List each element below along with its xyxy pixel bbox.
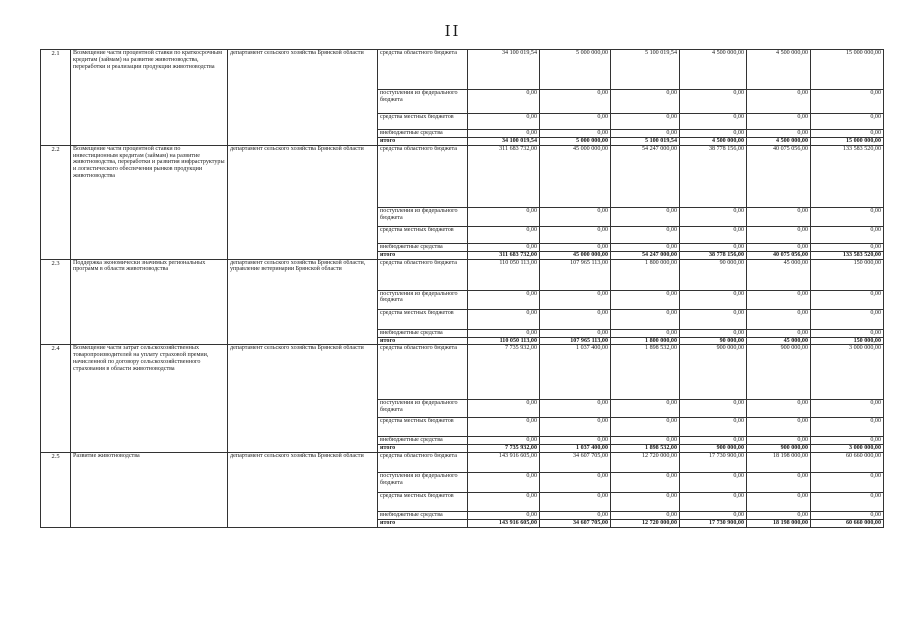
funding-source: поступления из федерального бюджета	[378, 473, 468, 493]
amount-cell: 38 778 156,00	[680, 251, 747, 259]
amount-cell: 0,00	[811, 114, 884, 130]
funding-source: средства местных бюджетов	[378, 418, 468, 437]
measure-name: Возмещение части затрат сельскохозяйственных товаропроизводителей на уплату страховой премии, начисленной по договору сельскохозяйственного страхования в области животноводства	[71, 345, 228, 453]
amount-cell: 34 607 705,00	[540, 520, 611, 528]
amount-cell: 54 247 000,00	[611, 251, 680, 259]
amount-cell: 0,00	[468, 493, 540, 512]
amount-cell: 0,00	[811, 130, 884, 138]
amount-cell: 0,00	[540, 493, 611, 512]
amount-cell: 0,00	[680, 90, 747, 114]
amount-cell: 0,00	[680, 290, 747, 309]
funding-source: итого	[378, 251, 468, 259]
amount-cell: 0,00	[680, 243, 747, 251]
funding-source: поступления из федерального бюджета	[378, 90, 468, 114]
funding-source: внебюджетные средства	[378, 437, 468, 445]
amount-cell: 0,00	[468, 114, 540, 130]
amount-cell: 60 660 000,00	[811, 520, 884, 528]
amount-cell: 0,00	[611, 418, 680, 437]
table-row	[41, 259, 884, 290]
budget-table	[40, 49, 884, 528]
funding-source: средства областного бюджета	[378, 50, 468, 90]
amount-cell: 0,00	[611, 512, 680, 520]
amount-cell: 0,00	[811, 329, 884, 337]
amount-cell: 34 100 019,54	[468, 138, 540, 146]
amount-cell: 0,00	[747, 243, 811, 251]
amount-cell: 107 965 113,00	[540, 337, 611, 345]
amount-cell: 90 000,00	[680, 259, 747, 290]
amount-cell: 0,00	[811, 207, 884, 226]
amount-cell: 0,00	[540, 226, 611, 243]
funding-source: поступления из федерального бюджета	[378, 207, 468, 226]
amount-cell: 0,00	[811, 309, 884, 329]
amount-cell: 143 916 605,00	[468, 453, 540, 473]
amount-cell: 18 198 000,00	[747, 453, 811, 473]
funding-source: итого	[378, 337, 468, 345]
amount-cell: 0,00	[811, 473, 884, 493]
amount-cell: 0,00	[468, 437, 540, 445]
amount-cell: 17 730 900,00	[680, 520, 747, 528]
amount-cell: 0,00	[540, 418, 611, 437]
amount-cell: 0,00	[811, 90, 884, 114]
amount-cell: 38 778 156,00	[680, 145, 747, 207]
amount-cell: 40 075 056,00	[747, 251, 811, 259]
amount-cell: 0,00	[680, 130, 747, 138]
amount-cell: 3 000 000,00	[811, 445, 884, 453]
amount-cell: 0,00	[611, 400, 680, 418]
amount-cell: 0,00	[747, 290, 811, 309]
amount-cell: 0,00	[747, 437, 811, 445]
executor: департамент сельского хозяйства Брянской области, управление ветеринарии Брянской области	[228, 259, 378, 345]
funding-source: внебюджетные средства	[378, 243, 468, 251]
amount-cell: 0,00	[540, 290, 611, 309]
amount-cell: 0,00	[540, 400, 611, 418]
funding-source: средства областного бюджета	[378, 345, 468, 400]
measure-name: Поддержка экономически значимых региональных программ в области животноводства	[71, 259, 228, 345]
amount-cell: 0,00	[747, 309, 811, 329]
table-body	[41, 50, 884, 528]
amount-cell: 0,00	[680, 473, 747, 493]
amount-cell: 150 000,00	[811, 259, 884, 290]
amount-cell: 0,00	[811, 400, 884, 418]
funding-source: средства местных бюджетов	[378, 309, 468, 329]
amount-cell: 5 100 019,54	[611, 138, 680, 146]
funding-source: итого	[378, 138, 468, 146]
executor: департамент сельского хозяйства Брянской области	[228, 50, 378, 146]
amount-cell: 133 583 520,00	[811, 251, 884, 259]
amount-cell: 0,00	[468, 243, 540, 251]
amount-cell: 4 500 000,00	[680, 138, 747, 146]
amount-cell: 0,00	[468, 418, 540, 437]
amount-cell: 0,00	[611, 473, 680, 493]
amount-cell: 0,00	[747, 207, 811, 226]
amount-cell: 0,00	[540, 437, 611, 445]
amount-cell: 0,00	[747, 418, 811, 437]
amount-cell: 900 000,00	[680, 445, 747, 453]
amount-cell: 0,00	[680, 437, 747, 445]
amount-cell: 0,00	[680, 329, 747, 337]
amount-cell: 4 500 000,00	[747, 138, 811, 146]
amount-cell: 0,00	[468, 207, 540, 226]
funding-source: внебюджетные средства	[378, 329, 468, 337]
amount-cell: 0,00	[468, 329, 540, 337]
amount-cell: 900 000,00	[747, 445, 811, 453]
amount-cell: 1 037 400,00	[540, 445, 611, 453]
amount-cell: 0,00	[747, 329, 811, 337]
amount-cell: 0,00	[747, 114, 811, 130]
amount-cell: 5 100 019,54	[611, 50, 680, 90]
executor: департамент сельского хозяйства Брянской области	[228, 453, 378, 528]
amount-cell: 311 683 732,00	[468, 251, 540, 259]
funding-source: поступления из федерального бюджета	[378, 400, 468, 418]
amount-cell: 34 607 705,00	[540, 453, 611, 473]
amount-cell: 1 898 532,00	[611, 445, 680, 453]
item-number: 2.4	[41, 345, 71, 453]
measure-name: Возмещение части процентной ставки по инвестиционным кредитам (займам) на развитие животноводства, переработки и развития инфраструктуры и логистического обеспечения рынков продукции животноводства	[71, 145, 228, 259]
amount-cell: 0,00	[611, 130, 680, 138]
funding-source: средства местных бюджетов	[378, 114, 468, 130]
amount-cell: 0,00	[811, 493, 884, 512]
amount-cell: 0,00	[680, 418, 747, 437]
amount-cell: 12 720 000,00	[611, 520, 680, 528]
amount-cell: 0,00	[680, 114, 747, 130]
amount-cell: 0,00	[540, 114, 611, 130]
item-number: 2.3	[41, 259, 71, 345]
amount-cell: 0,00	[747, 130, 811, 138]
amount-cell: 0,00	[811, 437, 884, 445]
amount-cell: 0,00	[811, 290, 884, 309]
funding-source: средства областного бюджета	[378, 259, 468, 290]
amount-cell: 1 800 000,00	[611, 337, 680, 345]
funding-source: средства местных бюджетов	[378, 493, 468, 512]
amount-cell: 0,00	[680, 309, 747, 329]
amount-cell: 0,00	[680, 400, 747, 418]
amount-cell: 0,00	[811, 512, 884, 520]
amount-cell: 34 100 019,54	[468, 50, 540, 90]
amount-cell: 0,00	[747, 473, 811, 493]
amount-cell: 0,00	[747, 226, 811, 243]
amount-cell: 15 000 000,00	[811, 138, 884, 146]
amount-cell: 107 965 113,00	[540, 259, 611, 290]
amount-cell: 0,00	[468, 400, 540, 418]
amount-cell: 40 075 056,00	[747, 145, 811, 207]
amount-cell: 150 000,00	[811, 337, 884, 345]
amount-cell: 0,00	[611, 90, 680, 114]
amount-cell: 7 735 932,00	[468, 345, 540, 400]
amount-cell: 0,00	[540, 512, 611, 520]
table-row	[41, 345, 884, 400]
amount-cell: 0,00	[811, 243, 884, 251]
amount-cell: 0,00	[680, 493, 747, 512]
amount-cell: 0,00	[468, 226, 540, 243]
amount-cell: 0,00	[611, 207, 680, 226]
amount-cell: 1 037 400,00	[540, 345, 611, 400]
measure-name: Возмещение части процентной ставки по краткосрочным кредитам (займам) на развитие животноводства, переработки и реализации продукции животноводства	[71, 50, 228, 146]
amount-cell: 45 000,00	[747, 259, 811, 290]
amount-cell: 7 735 932,00	[468, 445, 540, 453]
amount-cell: 3 000 000,00	[811, 345, 884, 400]
funding-source: внебюджетные средства	[378, 512, 468, 520]
executor: департамент сельского хозяйства Брянской области	[228, 345, 378, 453]
item-number: 2.2	[41, 145, 71, 259]
amount-cell: 0,00	[540, 309, 611, 329]
amount-cell: 0,00	[611, 114, 680, 130]
funding-source: внебюджетные средства	[378, 130, 468, 138]
amount-cell: 0,00	[468, 130, 540, 138]
amount-cell: 54 247 000,00	[611, 145, 680, 207]
amount-cell: 0,00	[540, 473, 611, 493]
amount-cell: 0,00	[747, 512, 811, 520]
amount-cell: 0,00	[811, 226, 884, 243]
page-number: II	[444, 22, 461, 40]
amount-cell: 0,00	[468, 90, 540, 114]
amount-cell: 0,00	[540, 90, 611, 114]
amount-cell: 0,00	[611, 226, 680, 243]
amount-cell: 0,00	[468, 512, 540, 520]
amount-cell: 133 583 520,00	[811, 145, 884, 207]
amount-cell: 0,00	[468, 309, 540, 329]
amount-cell: 4 500 000,00	[680, 50, 747, 90]
amount-cell: 45 000 000,00	[540, 251, 611, 259]
amount-cell: 0,00	[680, 226, 747, 243]
amount-cell: 0,00	[611, 493, 680, 512]
amount-cell: 0,00	[611, 243, 680, 251]
amount-cell: 5 000 000,00	[540, 50, 611, 90]
amount-cell: 5 000 000,00	[540, 138, 611, 146]
amount-cell: 12 720 000,00	[611, 453, 680, 473]
funding-source: средства областного бюджета	[378, 145, 468, 207]
amount-cell: 0,00	[611, 309, 680, 329]
funding-source: итого	[378, 445, 468, 453]
amount-cell: 18 198 000,00	[747, 520, 811, 528]
amount-cell: 900 000,00	[747, 345, 811, 400]
funding-source: средства областного бюджета	[378, 453, 468, 473]
amount-cell: 0,00	[540, 130, 611, 138]
amount-cell: 0,00	[680, 207, 747, 226]
amount-cell: 0,00	[611, 437, 680, 445]
amount-cell: 15 000 000,00	[811, 50, 884, 90]
amount-cell: 60 660 000,00	[811, 453, 884, 473]
measure-name: Развитие животноводства	[71, 453, 228, 528]
table-row	[41, 50, 884, 90]
amount-cell: 0,00	[747, 90, 811, 114]
amount-cell: 0,00	[468, 473, 540, 493]
amount-cell: 0,00	[611, 329, 680, 337]
item-number: 2.1	[41, 50, 71, 146]
amount-cell: 1 800 000,00	[611, 259, 680, 290]
amount-cell: 0,00	[540, 243, 611, 251]
amount-cell: 4 500 000,00	[747, 50, 811, 90]
amount-cell: 110 050 113,00	[468, 259, 540, 290]
item-number: 2.5	[41, 453, 71, 528]
amount-cell: 0,00	[680, 512, 747, 520]
amount-cell: 900 000,00	[680, 345, 747, 400]
amount-cell: 0,00	[611, 290, 680, 309]
amount-cell: 311 683 732,00	[468, 145, 540, 207]
amount-cell: 110 050 113,00	[468, 337, 540, 345]
amount-cell: 45 000 000,00	[540, 145, 611, 207]
amount-cell: 143 916 605,00	[468, 520, 540, 528]
amount-cell: 0,00	[747, 493, 811, 512]
amount-cell: 90 000,00	[680, 337, 747, 345]
amount-cell: 1 898 532,00	[611, 345, 680, 400]
amount-cell: 0,00	[811, 418, 884, 437]
executor: департамент сельского хозяйства Брянской области	[228, 145, 378, 259]
amount-cell: 0,00	[747, 400, 811, 418]
amount-cell: 0,00	[540, 207, 611, 226]
funding-source: поступления из федерального бюджета	[378, 290, 468, 309]
funding-source: средства местных бюджетов	[378, 226, 468, 243]
amount-cell: 17 730 900,00	[680, 453, 747, 473]
amount-cell: 45 000,00	[747, 337, 811, 345]
amount-cell: 0,00	[540, 329, 611, 337]
funding-source: итого	[378, 520, 468, 528]
table-row	[41, 145, 884, 207]
amount-cell: 0,00	[468, 290, 540, 309]
table-row	[41, 453, 884, 473]
